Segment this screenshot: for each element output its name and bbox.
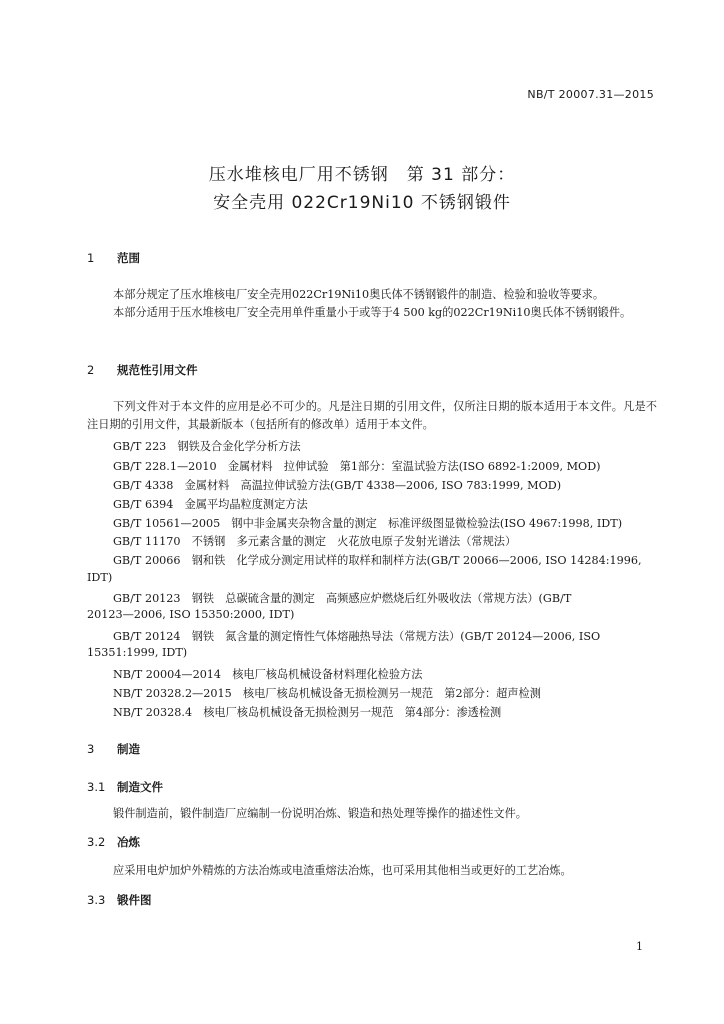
section-number: 3.1 xyxy=(87,780,106,794)
references-intro: 下列文件对于本文件的应用是必不可少的。凡是注日期的引用文件，仅所注日期的版本适用于本文件。凡是不注日期的引用文件，其最新版本（包括所有的修改单）适用于本文件。 xyxy=(87,400,657,431)
reference-item: GB/T 20123 钢铁 总碳硫含量的测定 高频感应炉燃烧后红外吸收法（常规方法）(GB/T xyxy=(113,592,572,605)
standard-code: NB/T 20007.31—2015 xyxy=(527,88,654,101)
scope-paragraph-1: 本部分规定了压水堆核电厂安全壳用022Cr19Ni10奥氏体不锈钢锻件的制造、检验和验收等要求。 xyxy=(113,288,605,301)
reference-item: GB/T 4338 金属材料 高温拉伸试验方法(GB/T 4338—2006, ISO 783:1999, MOD) xyxy=(113,479,562,492)
section-number: 3.2 xyxy=(87,835,106,849)
section-1-heading xyxy=(87,250,140,266)
reference-item: GB/T 20066 钢和铁 化学成分测定用试样的取样和制样方法(GB/T 20066—2006, ISO 14284:1996, xyxy=(113,554,642,567)
section-title: 范围 xyxy=(117,251,140,265)
section-3-3-heading xyxy=(87,892,152,908)
document-title-line-1: 压水堆核电厂用不锈钢 第 31 部分： xyxy=(208,165,516,185)
reference-item: GB/T 6394 金属平均晶粒度测定方法 xyxy=(113,498,308,511)
manufacturing-documents-paragraph: 锻件制造前，锻件制造厂应编制一份说明冶炼、锻造和热处理等操作的描述性文件。 xyxy=(113,807,527,820)
document-title-line-2: 安全壳用 022Cr19Ni10 不锈钢锻件 xyxy=(213,193,511,213)
section-number: 3.3 xyxy=(87,893,106,907)
page-number: 1 xyxy=(636,940,643,953)
section-number: 1 xyxy=(87,251,95,265)
section-number: 2 xyxy=(87,363,95,377)
reference-item: NB/T 20004—2014 核电厂核岛机械设备材料理化检验方法 xyxy=(113,668,423,681)
reference-item: NB/T 20328.2—2015 核电厂核岛机械设备无损检测另一规范 第2部分：超声检测 xyxy=(113,687,541,700)
section-title: 锻件图 xyxy=(117,893,152,907)
reference-item: GB/T 228.1—2010 金属材料 拉伸试验 第1部分：室温试验方法(ISO 6892-1:2009, MOD) xyxy=(113,460,601,473)
section-3-1-heading xyxy=(87,779,163,795)
reference-item-continued: 15351:1999, IDT) xyxy=(87,646,188,659)
reference-item-continued: 20123—2006, ISO 15350:2000, IDT) xyxy=(87,608,295,621)
reference-item: GB/T 20124 钢铁 氮含量的测定惰性气体熔融热导法（常规方法）(GB/T 20124—2006, ISO xyxy=(113,630,601,643)
reference-item: GB/T 223 钢铁及合金化学分析方法 xyxy=(113,440,301,453)
reference-item: NB/T 20328.4 核电厂核岛机械设备无损检测另一规范 第4部分：渗透检测 xyxy=(113,706,502,719)
section-2-heading xyxy=(87,362,198,378)
section-title: 冶炼 xyxy=(117,835,140,849)
scope-paragraph-2: 本部分适用于压水堆核电厂安全壳用单件重量小于或等于4 500 kg的022Cr19Ni10奥氏体不锈钢锻件。 xyxy=(113,306,632,319)
section-3-heading xyxy=(87,741,140,757)
section-3-2-heading xyxy=(87,834,140,850)
smelting-paragraph: 应采用电炉加炉外精炼的方法冶炼或电渣重熔法冶炼，也可采用其他相当或更好的工艺冶炼。 xyxy=(113,864,572,877)
reference-item: GB/T 10561—2005 钢中非金属夹杂物含量的测定 标准评级图显微检验法(ISO 4967:1998, IDT) xyxy=(113,517,623,530)
section-number: 3 xyxy=(87,742,95,756)
section-title: 制造文件 xyxy=(117,780,163,794)
section-title: 制造 xyxy=(117,742,140,756)
reference-item-continued: IDT) xyxy=(87,571,113,584)
reference-item: GB/T 11170 不锈钢 多元素含量的测定 火花放电原子发射光谱法（常规法） xyxy=(113,535,517,548)
section-title: 规范性引用文件 xyxy=(117,363,198,377)
